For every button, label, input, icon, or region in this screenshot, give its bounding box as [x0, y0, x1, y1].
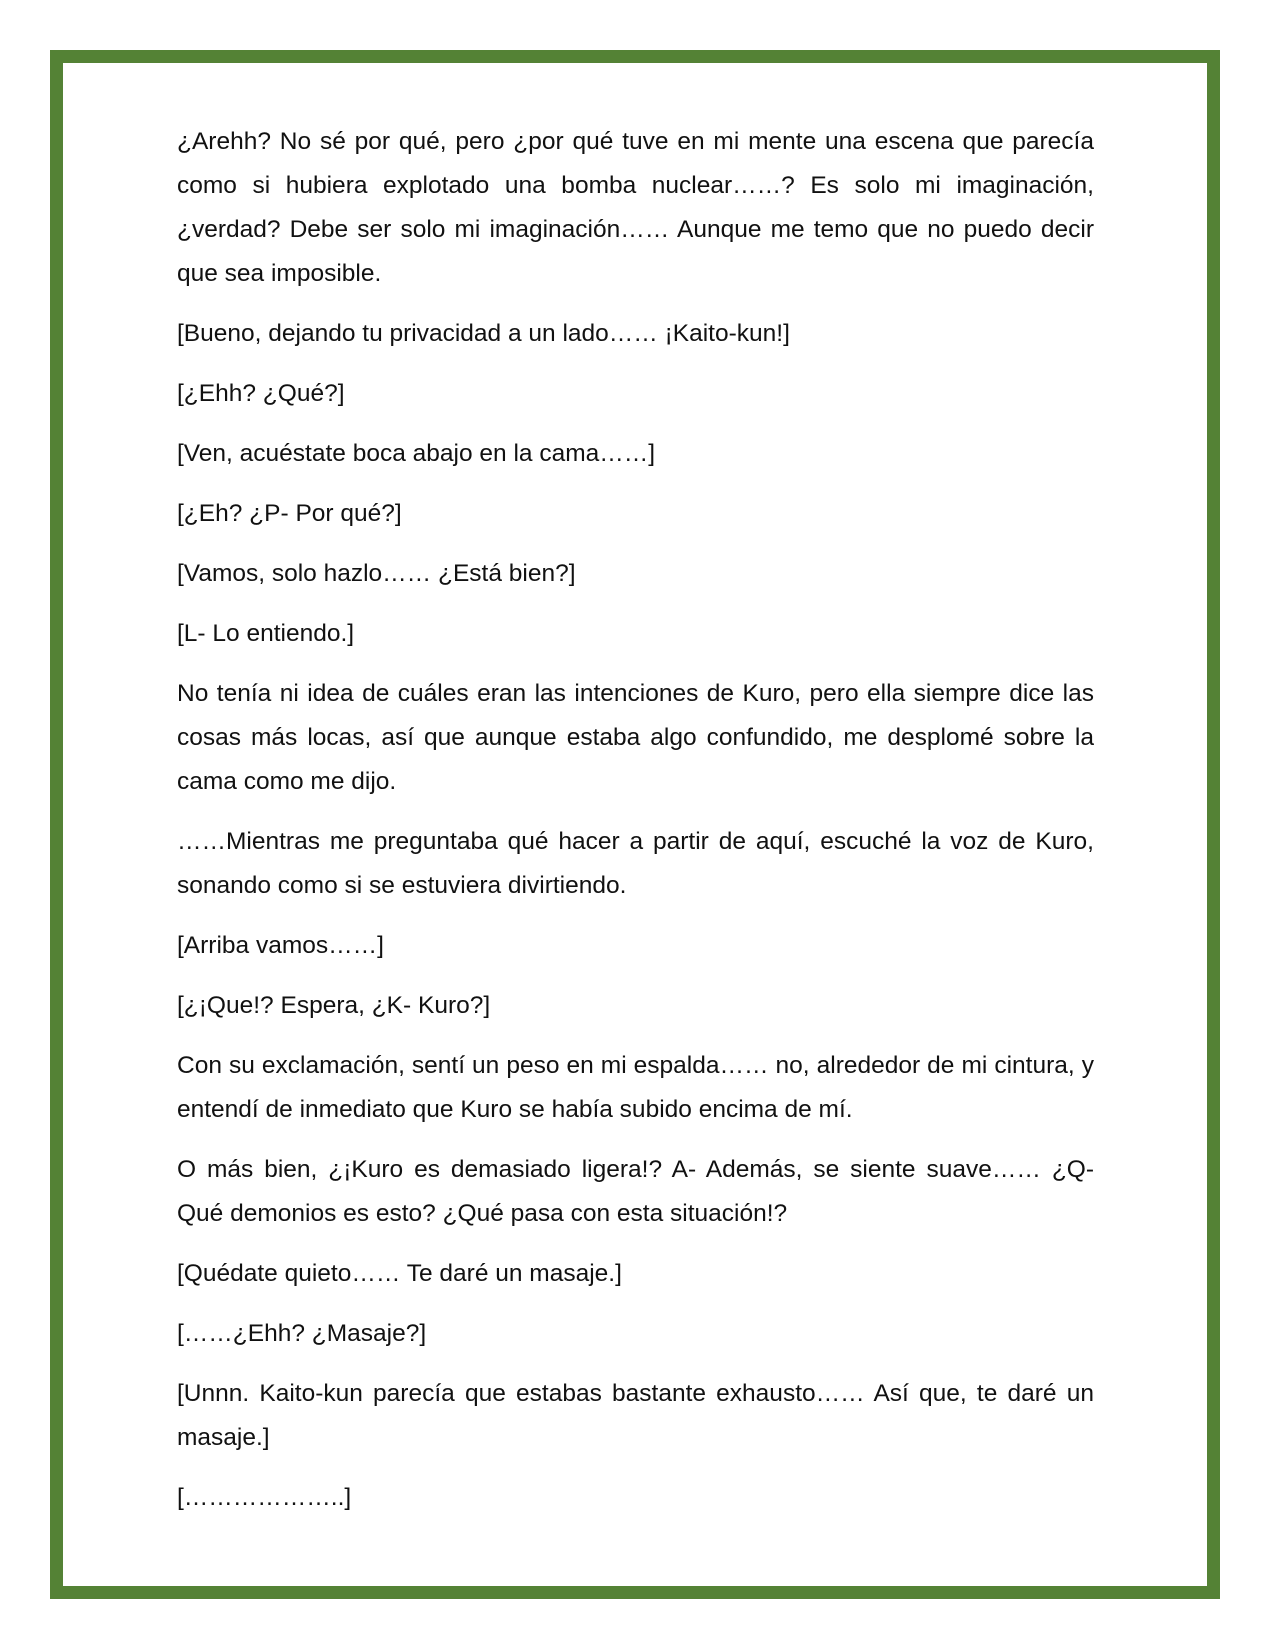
dialogue-line: [¿Eh? ¿P- Por qué?] — [177, 500, 402, 527]
dialogue-line: [L- Lo entiendo.] — [177, 620, 355, 647]
dialogue-line: [Quédate quieto…… Te daré un masaje.] — [177, 1260, 622, 1287]
dialogue-line: [Arriba vamos……] — [177, 932, 384, 959]
dialogue-line: [Vamos, solo hazlo…… ¿Está bien?] — [177, 560, 576, 587]
dialogue-line: [………………..] — [177, 1484, 352, 1511]
paragraph: No tenía ni idea de cuáles eran las intenciones de Kuro, pero ella siempre dice las cosas más locas, así que aunque estaba algo confundido, me desplomé sobre la cama como me dijo. — [177, 680, 1094, 795]
document-body — [177, 120, 1094, 1536]
paragraph: ¿Arehh? No sé por qué, pero ¿por qué tuve en mi mente una escena que parecía como si hubiera explotado una bomba nuclear……? Es solo mi imaginación, ¿verdad? Debe ser solo mi imaginación…… Aunque me temo que no puedo decir que sea imposible. — [177, 128, 1094, 287]
paragraph: ……Mientras me preguntaba qué hacer a partir de aquí, escuché la voz de Kuro, sonando como si se estuviera divirtiendo. — [177, 828, 1094, 899]
dialogue-line: [¿Ehh? ¿Qué?] — [177, 380, 345, 407]
paragraph: O más bien, ¿¡Kuro es demasiado ligera!? A- Además, se siente suave…… ¿Q- Qué demonios es esto? ¿Qué pasa con esta situación!? — [177, 1156, 1094, 1227]
dialogue-line: [¿¡Que!? Espera, ¿K- Kuro?] — [177, 992, 491, 1019]
paragraph: Con su exclamación, sentí un peso en mi espalda…… no, alrededor de mi cintura, y entendí de inmediato que Kuro se había subido encima de mí. — [177, 1052, 1094, 1123]
dialogue-line: [……¿Ehh? ¿Masaje?] — [177, 1320, 427, 1347]
dialogue-line: [Bueno, dejando tu privacidad a un lado…… ¡Kaito-kun!] — [177, 320, 790, 347]
dialogue-line: [Unnn. Kaito-kun parecía que estabas bastante exhausto…… Así que, te daré un masaje.] — [177, 1380, 1094, 1451]
dialogue-line: [Ven, acuéstate boca abajo en la cama……] — [177, 440, 656, 467]
